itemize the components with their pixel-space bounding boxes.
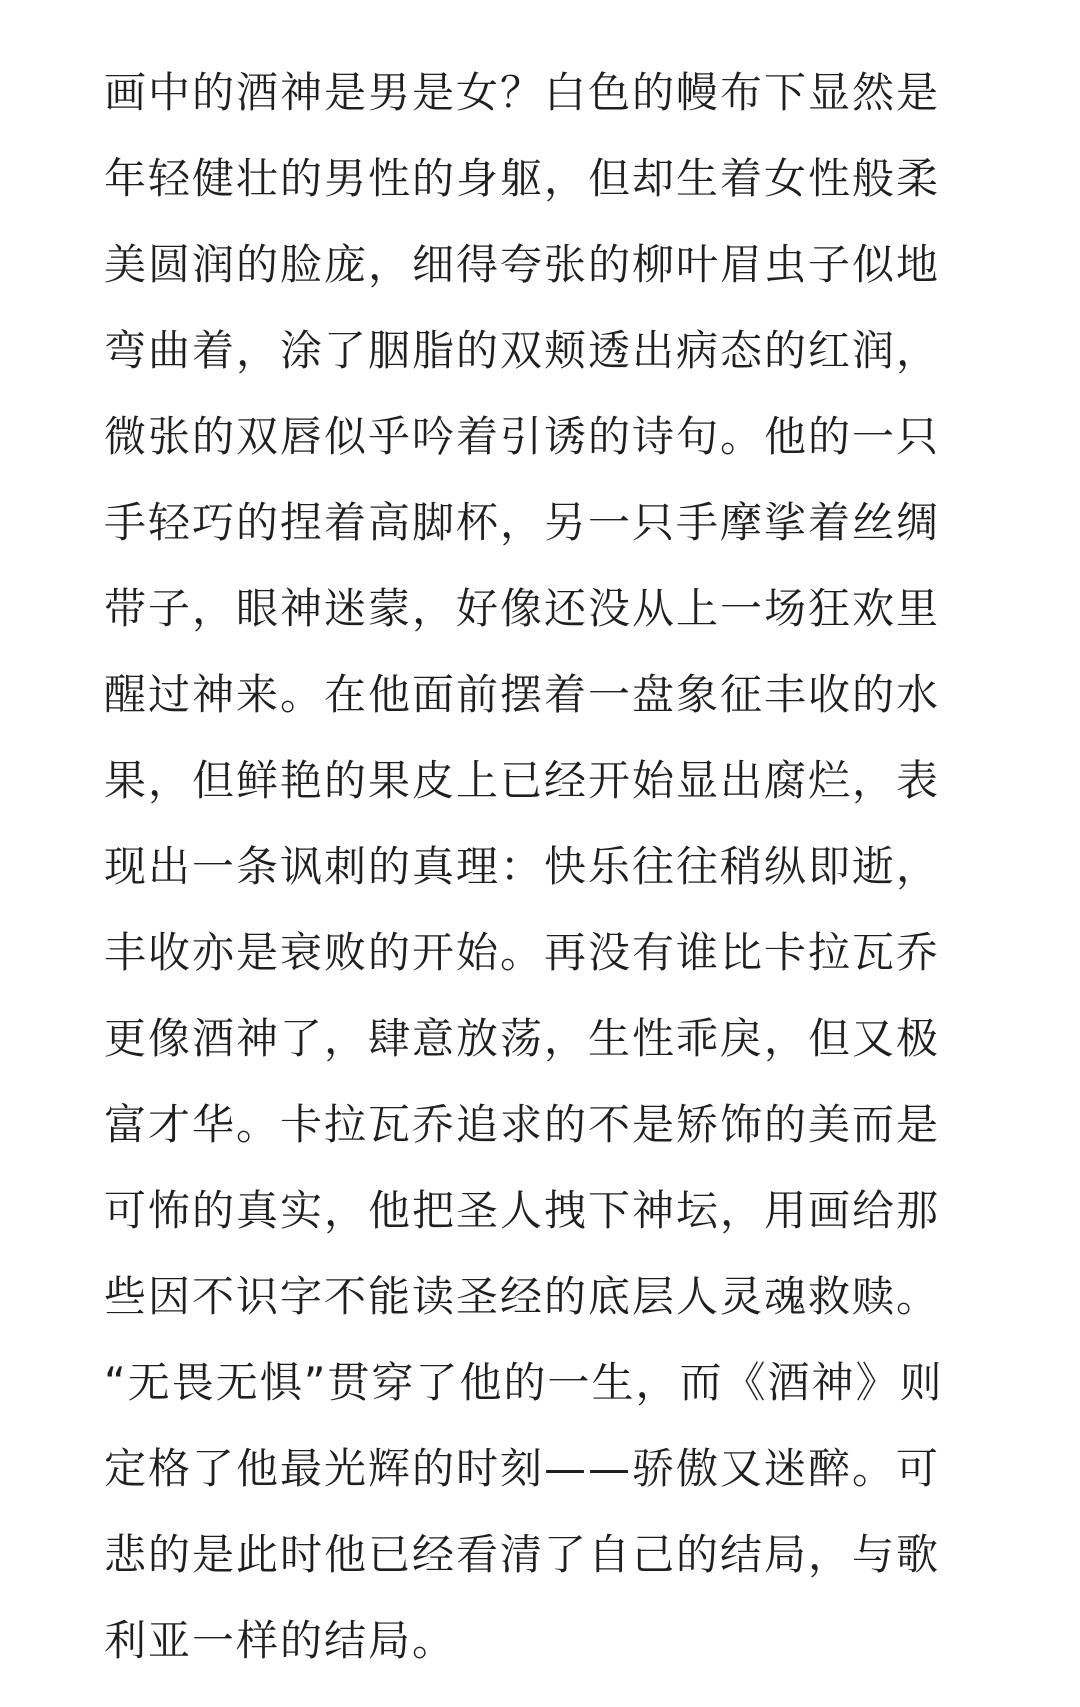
text-line: 利亚一样的结局。 [104, 1616, 457, 1665]
text-line: 年轻健壮的男性的身躯，但却生着女性般柔 [104, 154, 941, 203]
text-line: 富才华。卡拉瓦乔追求的不是矫饰的美而是 [104, 1100, 941, 1149]
text-line: 画中的酒神是男是女？白色的幔布下显然是 [104, 68, 941, 117]
text-line: 微张的双唇似乎吟着引诱的诗句。他的一只 [104, 412, 941, 461]
article-text [104, 50, 984, 1684]
text-line: 弯曲着，涂了胭脂的双颊透出病态的红润， [104, 326, 941, 375]
text-line: 醒过神来。在他面前摆着一盘象征丰收的水 [104, 670, 941, 719]
text-line: 些因不识字不能读圣经的底层人灵魂救赎。 [104, 1272, 941, 1321]
text-line: 定格了他最光辉的时刻——骄傲又迷醉。可 [104, 1444, 941, 1493]
text-line: 现出一条讽刺的真理：快乐往往稍纵即逝， [104, 842, 941, 891]
text-line: 悲的是此时他已经看清了自己的结局，与歌 [104, 1530, 941, 1579]
text-line: 丰收亦是衰败的开始。再没有谁比卡拉瓦乔 [104, 928, 941, 977]
text-line: 手轻巧的捏着高脚杯，另一只手摩挲着丝绸 [104, 498, 941, 547]
text-line: 果，但鲜艳的果皮上已经开始显出腐烂，表 [104, 756, 941, 805]
text-line: 带子，眼神迷蒙，好像还没从上一场狂欢里 [104, 584, 941, 633]
text-line: 可怖的真实，他把圣人拽下神坛，用画给那 [104, 1186, 941, 1235]
text-line: 美圆润的脸庞，细得夸张的柳叶眉虫子似地 [104, 240, 941, 289]
text-line: “无畏无惧”贯穿了他的一生，而《酒神》则 [104, 1358, 944, 1407]
text-line: 更像酒神了，肆意放荡，生性乖戾，但又极 [104, 1014, 941, 1063]
